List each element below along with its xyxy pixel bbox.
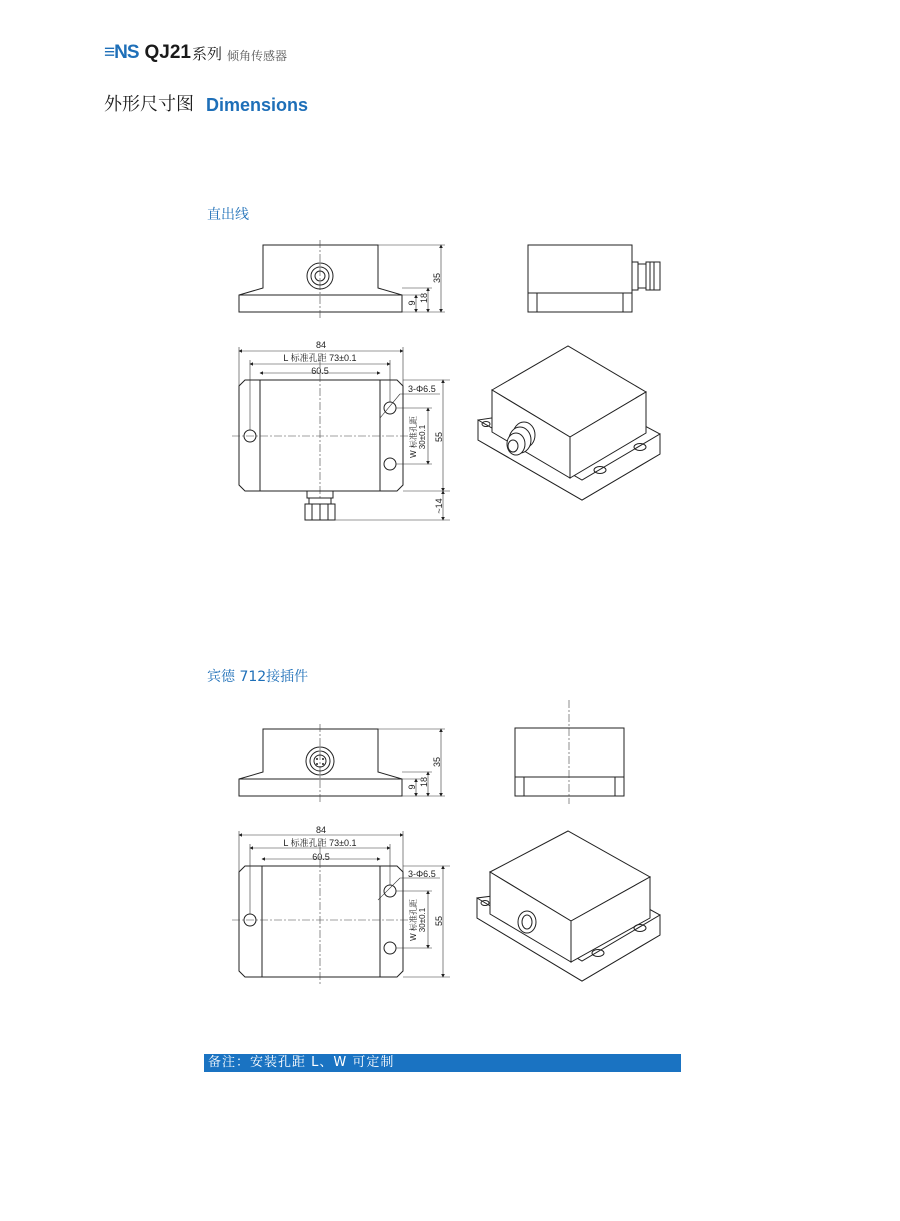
- model-name: QJ21: [144, 42, 191, 63]
- brand-logo: ≡NS: [104, 42, 139, 63]
- dim-base-1: 9: [407, 300, 417, 306]
- front-view-2: [239, 724, 445, 802]
- front-view-1: [239, 240, 445, 318]
- dim-w-value-2: 30±0.1: [418, 907, 427, 933]
- dim-width-2: 55: [434, 915, 444, 927]
- dim-hole-spacing-w-2: W 标准孔距: [409, 899, 418, 941]
- dim-holes-2: 3-Φ6.5: [408, 869, 436, 879]
- dim-inner-1: 60.5: [311, 366, 329, 376]
- dim-step-2: 18: [419, 776, 429, 788]
- section-label-connector: 宾德 712接插件: [207, 669, 309, 685]
- dim-step-1: 18: [419, 292, 429, 304]
- dim-height-1: 35: [432, 272, 442, 284]
- dim-width-1: 55: [434, 431, 444, 443]
- dim-length-2: 84: [315, 825, 327, 835]
- top-view-1: [232, 340, 450, 520]
- dim-hole-spacing-l-2: L 标准孔距 73±0.1: [283, 838, 357, 848]
- dim-w-value-1: 30±0.1: [418, 424, 427, 450]
- dim-hole-spacing-w-1: W 标准孔距: [409, 416, 418, 458]
- series-label: 系列: [191, 45, 222, 63]
- side-view-2: [515, 700, 624, 804]
- dim-holes-1: 3-Φ6.5: [408, 384, 436, 394]
- top-view-2: [232, 825, 450, 984]
- dim-inner-2: 60.5: [312, 852, 330, 862]
- isometric-view-1: [478, 346, 660, 500]
- product-type: 倾角传感器: [227, 49, 288, 63]
- isometric-view-2: [477, 831, 660, 981]
- side-view-1: [528, 245, 660, 312]
- dim-length-1: 84: [315, 340, 327, 350]
- page-title-cn: 外形尺寸图: [104, 94, 194, 115]
- section-label-direct-cable: 直出线: [207, 207, 249, 223]
- dim-hole-spacing-l-1: L 标准孔距 73±0.1: [283, 353, 357, 363]
- customization-note: 备注：安装孔距 L、W 可定制: [204, 1054, 681, 1072]
- dim-cable-1: ~14: [434, 498, 444, 514]
- page-title-en: Dimensions: [206, 95, 309, 115]
- dim-base-2: 9: [407, 784, 417, 790]
- dim-height-2: 35: [432, 756, 442, 768]
